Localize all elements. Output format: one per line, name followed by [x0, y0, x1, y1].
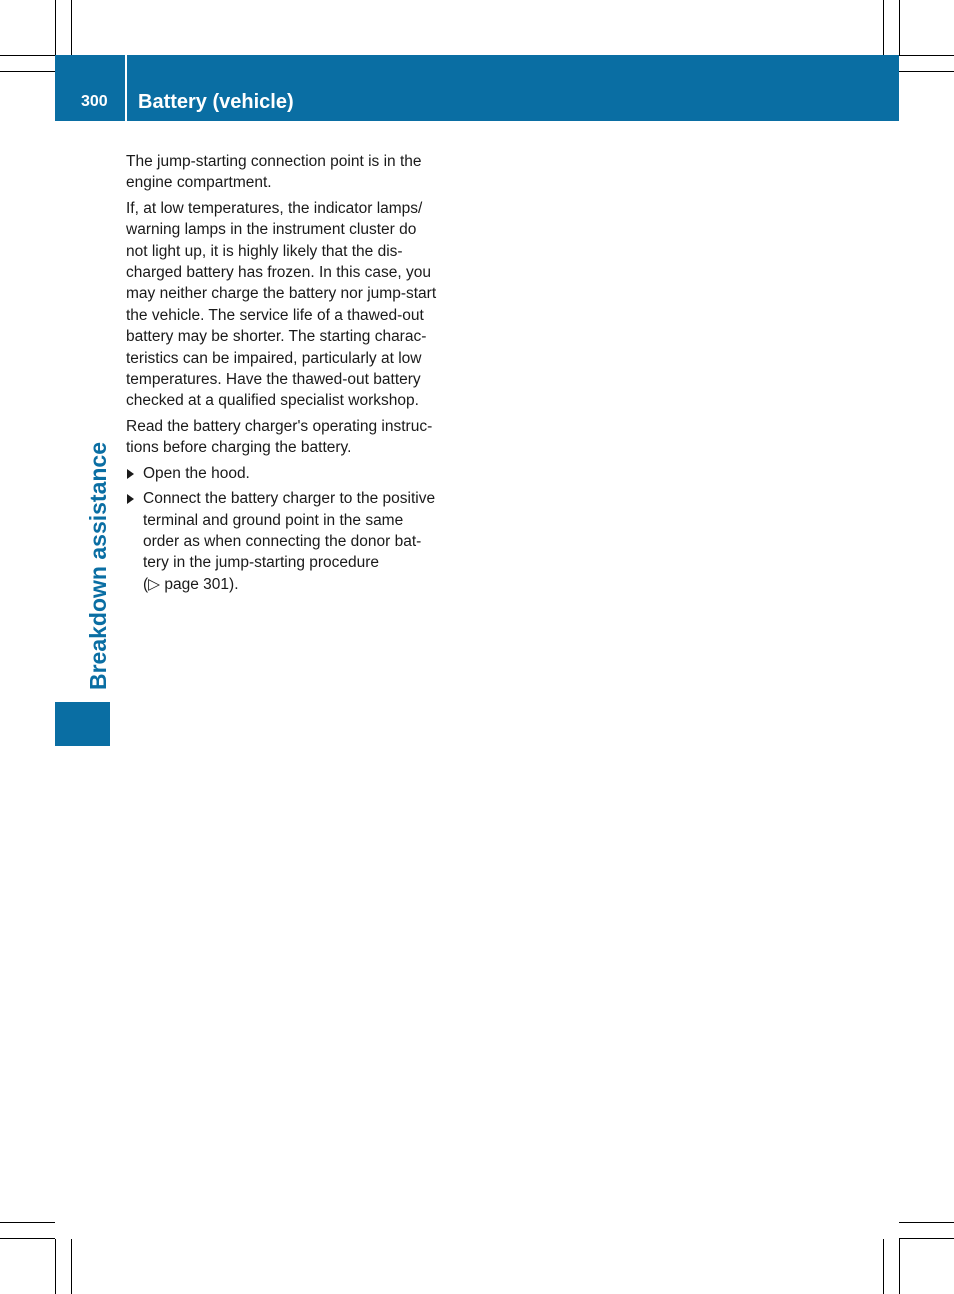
crop-mark: [0, 1222, 55, 1223]
header-divider: [125, 55, 127, 121]
text-line: If, at low temperatures, the indicator lamps/: [126, 199, 423, 217]
crop-mark: [0, 71, 55, 72]
step-open-hood: [126, 463, 461, 484]
text-line: teristics can be impaired, particularly at low: [126, 349, 422, 367]
crop-mark: [899, 0, 900, 55]
crop-mark: [883, 0, 884, 55]
page-reference-link[interactable]: (▷ page 301).: [143, 575, 239, 593]
text-line: terminal and ground point in the same: [143, 511, 404, 529]
text-line: tery in the jump-starting procedure: [143, 554, 380, 572]
text-line: The jump-starting connection point is in the: [126, 153, 422, 170]
crop-mark: [71, 1239, 72, 1294]
step-arrow-icon: [127, 494, 134, 504]
text-line: engine compartment.: [126, 174, 272, 192]
crop-mark: [0, 1238, 55, 1239]
text-line: the vehicle. The service life of a thawed-out: [126, 306, 424, 324]
paragraph-connection-point: [126, 151, 461, 194]
text-line: Connect the battery charger to the positive: [143, 490, 436, 508]
text-line: checked at a qualified specialist workshop.: [126, 392, 419, 410]
step-connect-charger: [126, 488, 461, 595]
crop-mark: [55, 1239, 56, 1294]
crop-mark: [0, 55, 55, 56]
text-line: battery may be shorter. The starting charac-: [126, 328, 427, 346]
paragraph-frozen-battery: [126, 198, 461, 412]
step-arrow-icon: [127, 469, 134, 479]
text-line: order as when connecting the donor bat-: [143, 532, 422, 550]
text-line: tions before charging the battery.: [126, 439, 352, 457]
page-number: 300: [81, 93, 108, 110]
crop-mark: [899, 71, 954, 72]
chapter-side-label: Breakdown assistance: [85, 441, 111, 690]
crop-mark: [883, 1239, 884, 1294]
text-line: temperatures. Have the thawed-out battery: [126, 371, 421, 389]
crop-mark: [55, 0, 56, 55]
section-title: Battery (vehicle): [138, 91, 294, 113]
text-line: may neither charge the battery nor jump-start: [126, 285, 437, 303]
main-content: [126, 151, 461, 599]
paragraph-charger-instructions: [126, 416, 461, 459]
chapter-tab-marker: [55, 702, 110, 746]
page-header: [55, 55, 899, 121]
text-line: warning lamps in the instrument cluster do: [126, 221, 417, 239]
text-line: Open the hood.: [143, 464, 250, 482]
crop-mark: [899, 1239, 900, 1294]
crop-mark: [71, 0, 72, 55]
text-line: charged battery has frozen. In this case, you: [126, 264, 432, 282]
crop-mark: [899, 1222, 954, 1223]
crop-mark: [899, 55, 954, 56]
text-line: not light up, it is highly likely that the dis-: [126, 242, 403, 260]
crop-mark: [899, 1238, 954, 1239]
text-line: Read the battery charger's operating instruc-: [126, 417, 433, 435]
